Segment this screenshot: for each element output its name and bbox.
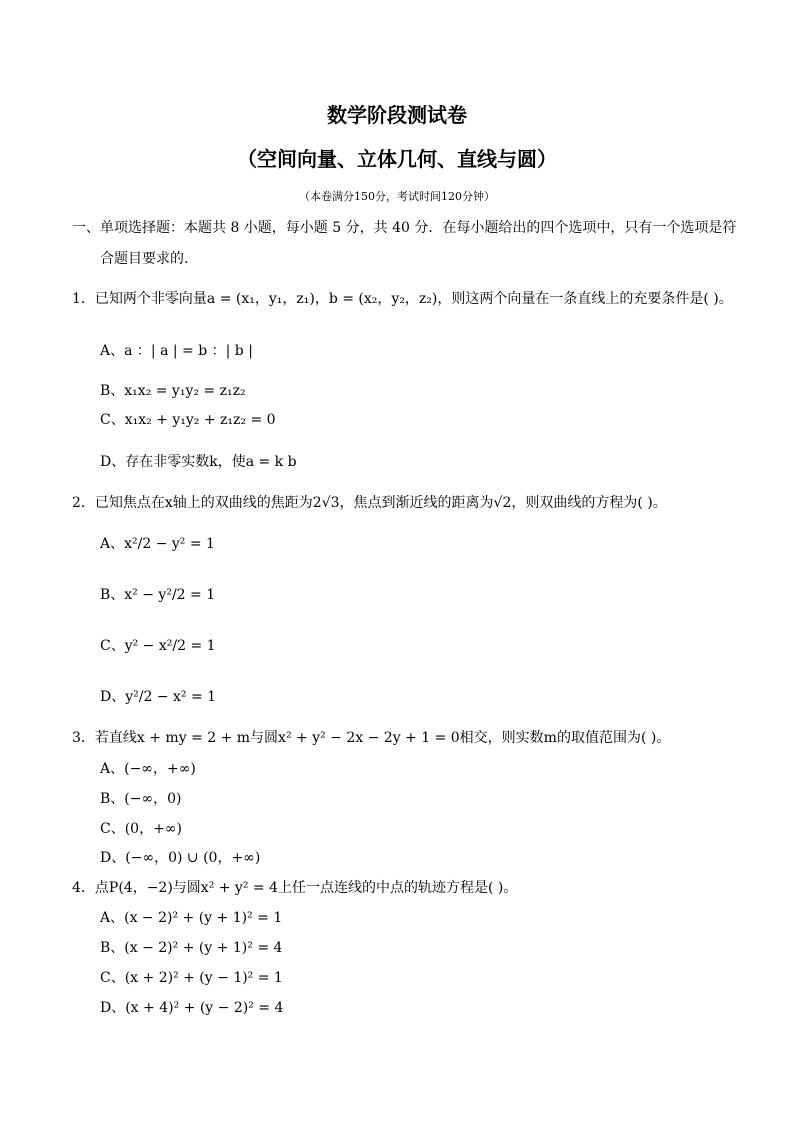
question-2-option-d: D、y²/2 − x² = 1	[100, 689, 217, 705]
question-4-option-b: B、(x − 2)² + (y + 1)² = 4	[100, 940, 283, 956]
exam-note: （本卷满分150分，考试时间120分钟）	[299, 190, 495, 203]
section-heading-line1: 一、单项选择题：本题共 8 小题，每小题 5 分，共 40 分．在每小题给出的四个选项中，只有一个选项是符	[72, 220, 737, 236]
question-3-option-a: A、(−∞，+∞)	[100, 761, 196, 777]
question-3-option-d: D、(−∞，0) ∪ (0，+∞)	[100, 850, 261, 866]
question-1-option-a: A、a ：| a | = b ：| b |	[100, 343, 253, 359]
page-title: 数学阶段测试卷	[327, 103, 467, 127]
question-2-option-b: B、x² − y²/2 = 1	[100, 587, 216, 603]
question-3-option-b: B、(−∞，0)	[100, 791, 182, 807]
question-2-option-a: A、x²/2 − y² = 1	[100, 536, 215, 552]
section-heading-line2: 合题目要求的.	[100, 251, 189, 267]
question-1-option-d: D、存在非零实数k，使a = k b	[100, 454, 297, 470]
page-subtitle: （空间向量、立体几何、直线与圆）	[237, 147, 557, 171]
question-1-option-b: B、x₁x₂ = y₁y₂ = z₁z₂	[100, 383, 246, 399]
question-2-option-c: C、y² − x²/2 = 1	[100, 638, 216, 654]
question-4-option-a: A、(x − 2)² + (y + 1)² = 1	[100, 910, 283, 926]
question-4-option-d: D、(x + 4)² + (y − 2)² = 4	[100, 1000, 284, 1016]
question-1-stem: 1．已知两个非零向量a = (x₁，y₁，z₁)，b = (x₂，y₂，z₂)，则这两个向量在一条直线上的充要条件是( )。	[72, 291, 733, 307]
question-1-option-c: C、x₁x₂ + y₁y₂ + z₁z₂ = 0	[100, 412, 276, 428]
question-3-option-c: C、(0，+∞)	[100, 821, 182, 837]
question-3-stem: 3．若直线x + my = 2 + m与圆x² + y² − 2x − 2y + 1 = 0相交，则实数m的取值范围为( )。	[72, 730, 671, 746]
question-2-stem: 2．已知焦点在x轴上的双曲线的焦距为2√3，焦点到渐近线的距离为√2，则双曲线的方程为( )。	[72, 495, 667, 511]
question-4-option-c: C、(x + 2)² + (y − 1)² = 1	[100, 970, 283, 986]
question-4-stem: 4．点P(4，−2)与圆x² + y² = 4上任一点连线的中点的轨迹方程是( )。	[72, 880, 518, 896]
